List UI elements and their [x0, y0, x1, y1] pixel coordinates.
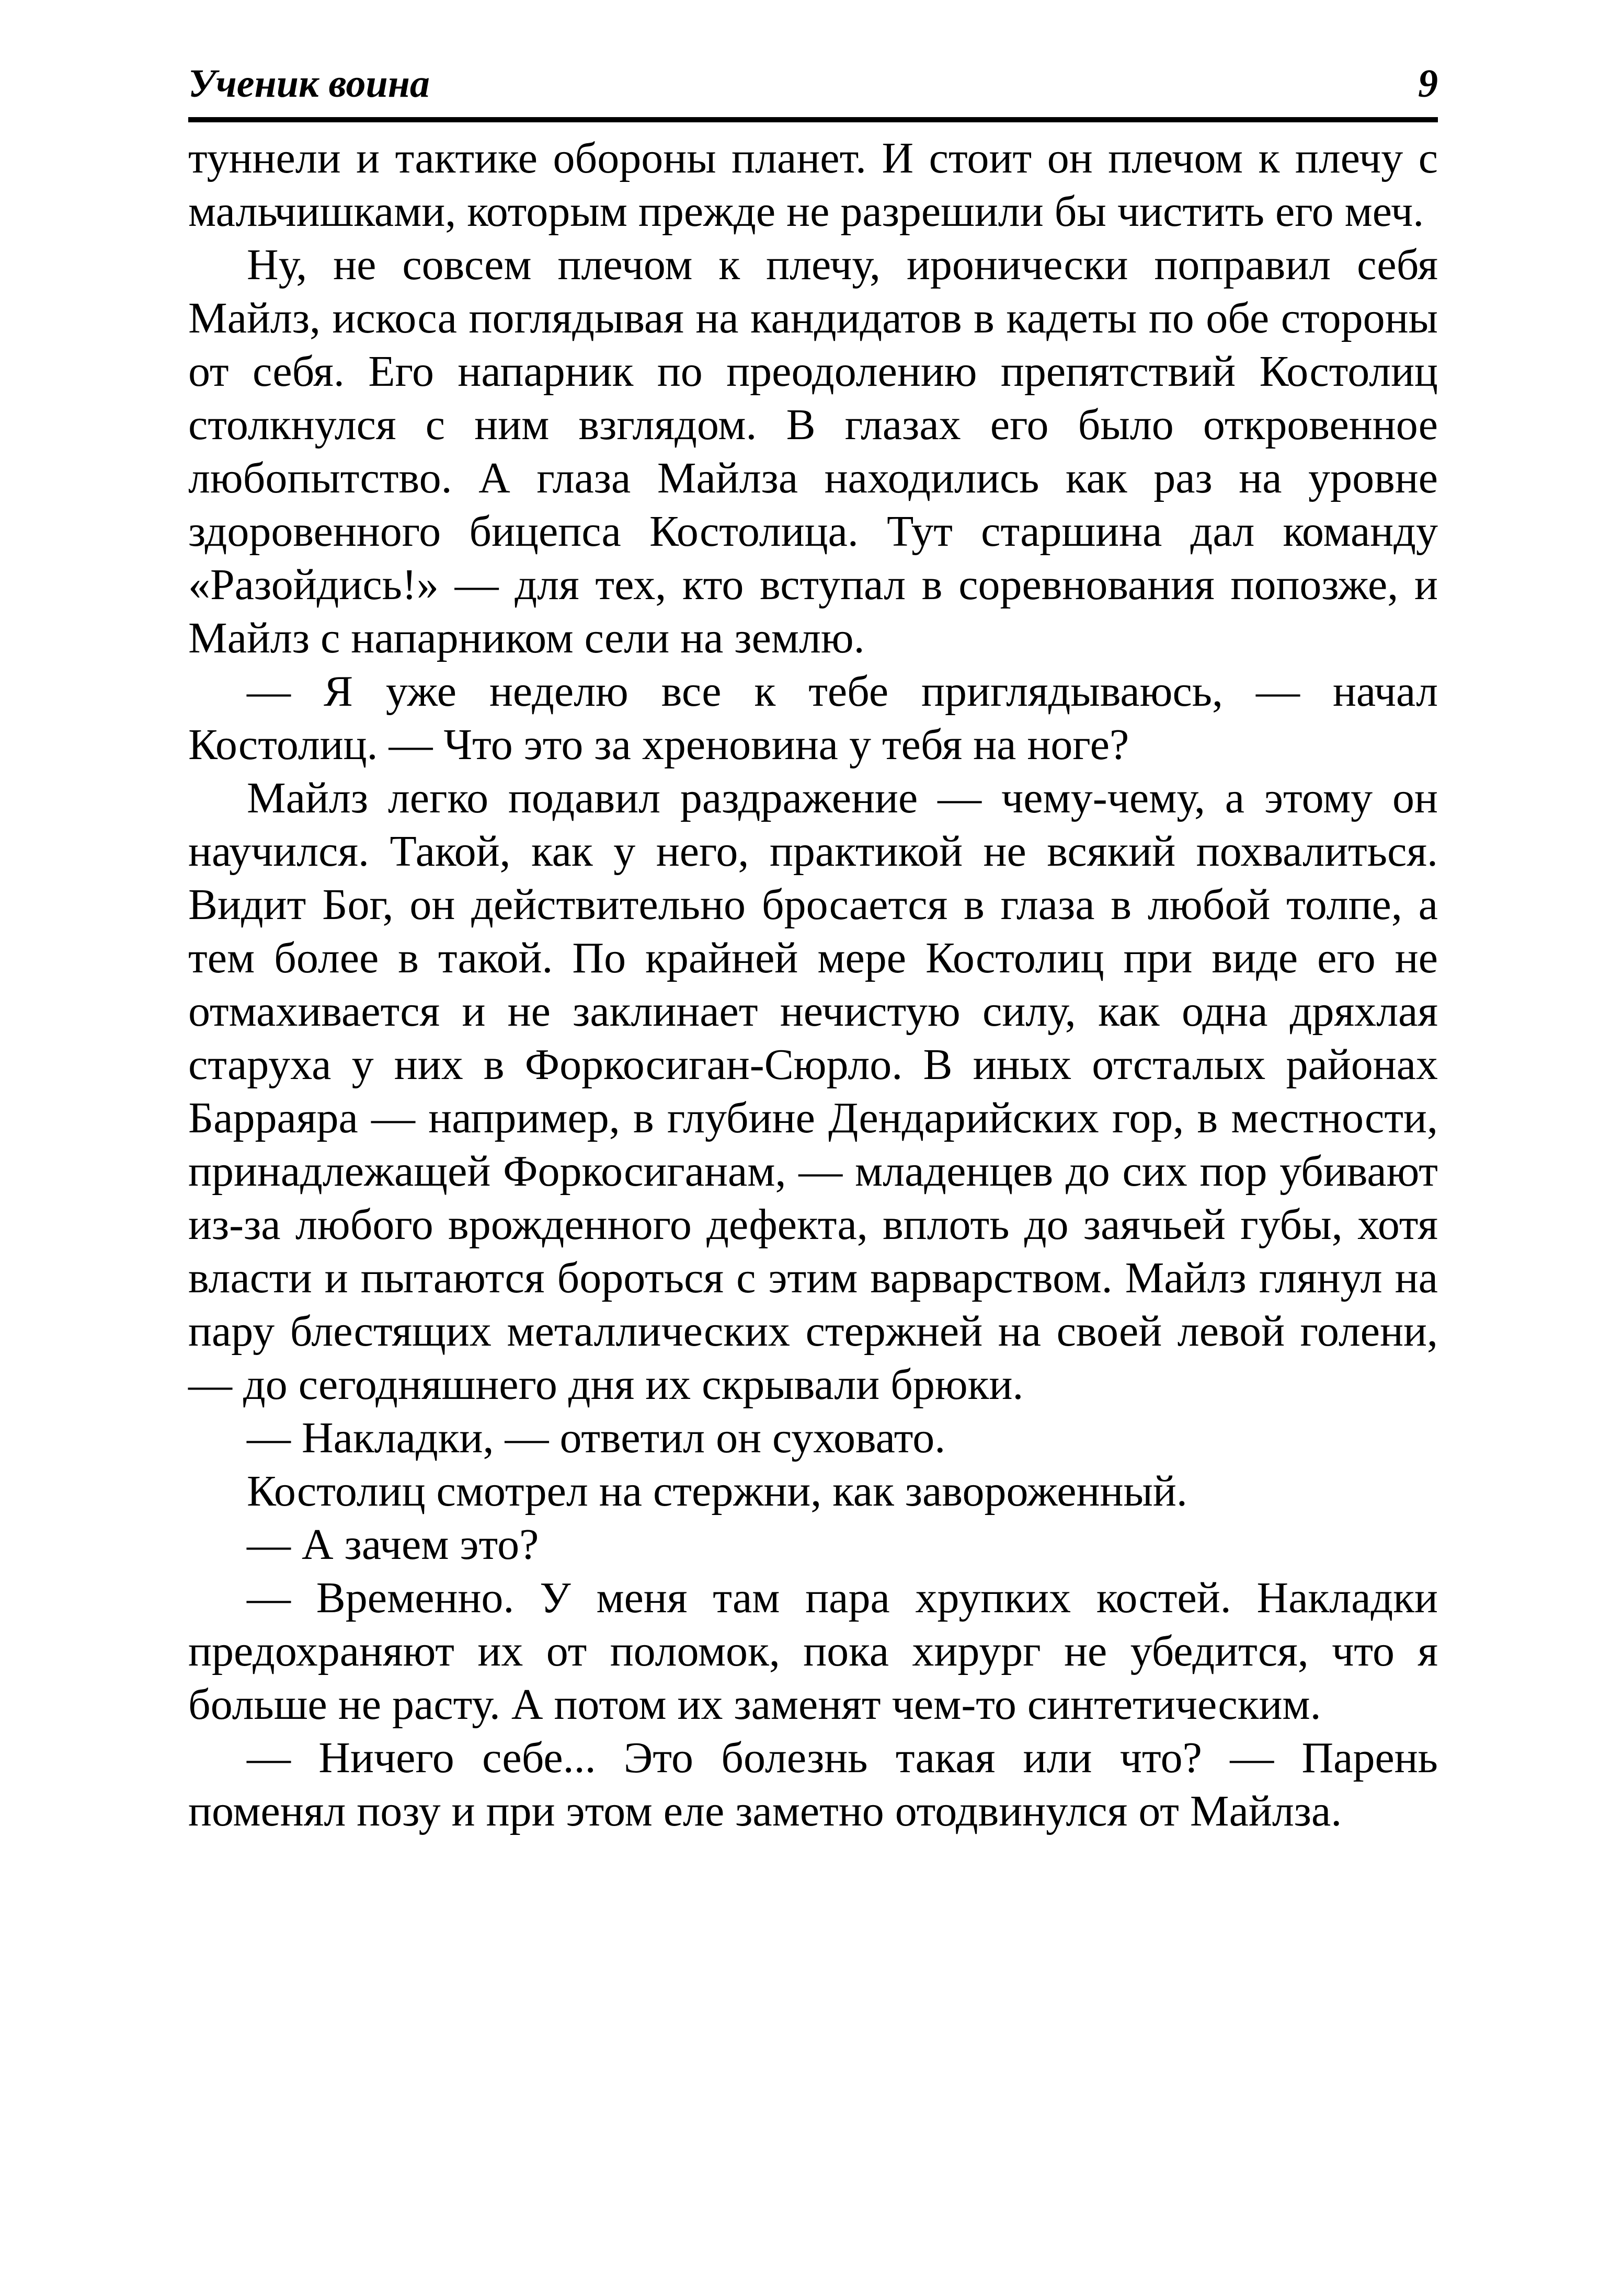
paragraph: туннели и тактике обороны планет. И стоит он плечом к плечу с мальчишками, которым прежде не разрешили бы чистить его меч.: [188, 134, 1438, 236]
page-number: 9: [1418, 62, 1438, 106]
running-head: [188, 58, 1438, 122]
paragraph: Ну, не совсем плечом к плечу, иронически поправил себя Майлз, искоса поглядывая на кандидатов в кадеты по обе стороны от себя. Его напарник по преодолению препятствий Костолиц столкнулся с ним взглядом. В глазах его было откровенное любопытство. А глаза Майлза находились как раз на уровне здоровенного бицепса Костолица. Тут старшина дал команду «Разойдись!» — для тех, кто вступал в соревнования попозже, и Майлз с напарником сели на землю.: [188, 240, 1438, 662]
paragraph: — Я уже неделю все к тебе приглядываюсь, — начал Костолиц. — Что это за хреновина у тебя на ноге?: [188, 667, 1438, 769]
paragraph: — Временно. У меня там пара хрупких костей. Накладки предохраняют их от поломок, пока хирург не убедится, что я больше не расту. А потом их заменят чем-то синтетическим.: [188, 1574, 1438, 1729]
paragraph: Костолиц смотрел на стержни, как завороженный.: [247, 1467, 1187, 1516]
paragraph: Майлз легко подавил раздражение — чему-чему, а этому он научился. Такой, как у него, практикой не всякий похвалиться. Видит Бог, он действительно бросается в глаза в любой толпе, а тем более в такой. По крайней мере Костолиц при виде его не отмахивается и не заклинает нечистую силу, как одна дряхлая старуха у них в Форкосиган-Сюрло. В иных отсталых районах Барраяра — например, в глубине Дендарийских гор, в местности, принадлежащей Форкосиганам, — младенцев до сих пор убивают из-за любого врожденного дефекта, вплоть до заячьей губы, хотя власти и пытаются бороться с этим варварством. Майлз глянул на пару блестящих металлических стержней на своей левой голени, — до сегодняшнего дня их скрывали брюки.: [188, 774, 1438, 1409]
paragraph: — Накладки, — ответил он суховато.: [247, 1414, 946, 1462]
paragraph: — Ничего себе... Это болезнь такая или что? — Парень поменял позу и при этом еле заметно отодвинулся от Майлза.: [188, 1734, 1438, 1835]
book-title: Ученик воина: [188, 62, 430, 106]
paragraph: — А зачем это?: [247, 1520, 539, 1569]
body-text: [188, 132, 1438, 1838]
book-page: [188, 58, 1438, 1838]
